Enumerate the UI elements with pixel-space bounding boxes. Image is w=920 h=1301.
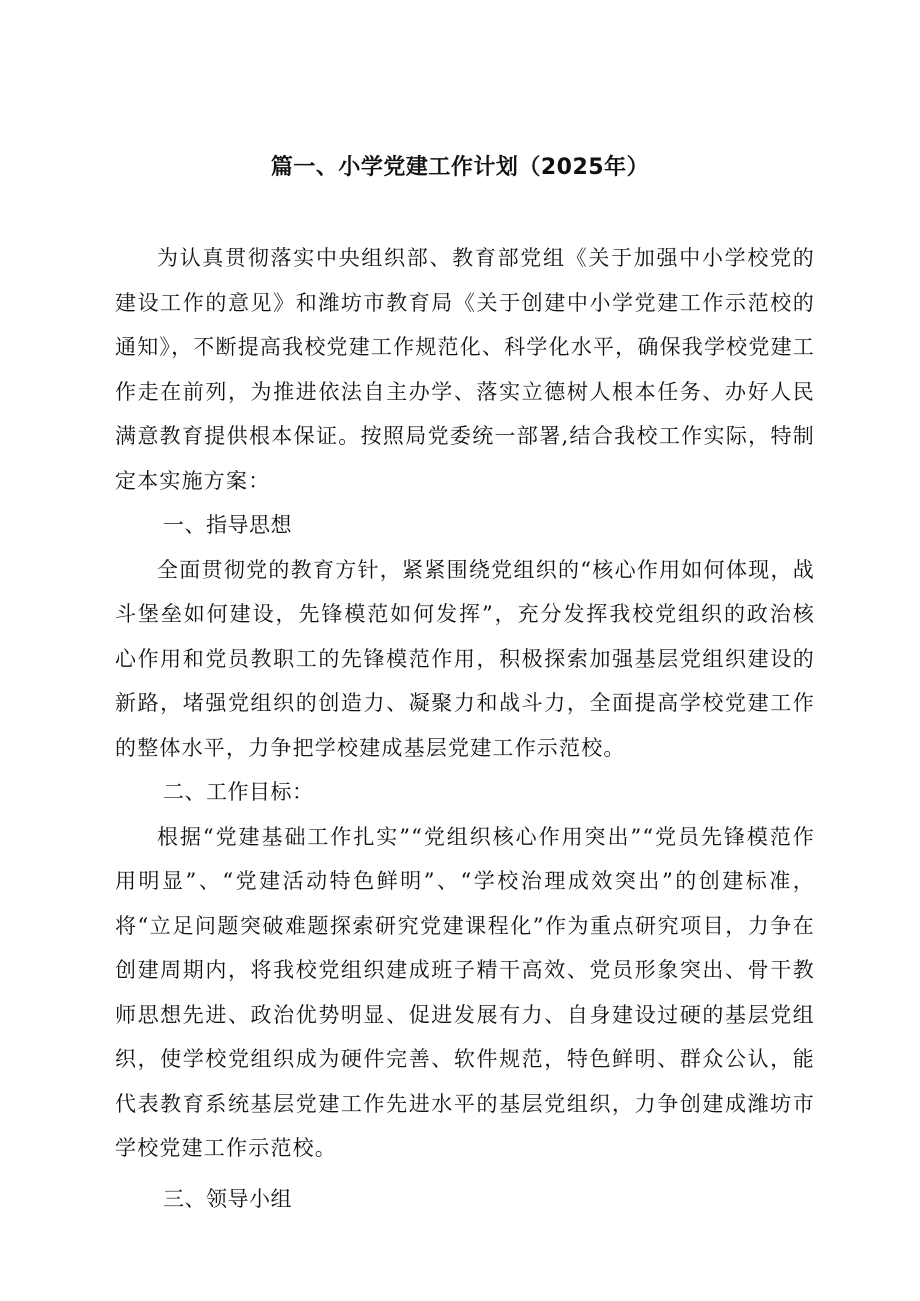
- intro-paragraph: 为认真贯彻落实中央组织部、教育部党组《关于加强中小学校党的建设工作的意见》和潍坊市教育局《关于创建中小学党建工作示范校的通知》，不断提高我校党建工作规范化、科学化水平，确保我学校党建工作走在前列，为推进依法自主办学、落实立德树人根本任务、办好人民满意教育提供根本保证。按照局党委统一部署,结合我校工作实际，特制定本实施方案：: [115, 246, 815, 493]
- guiding-ideology-paragraph: 全面贯彻党的教育方针，紧紧围绕党组织的“核心作用如何体现，战斗堡垒如何建设，先锋模范如何发挥”，充分发挥我校党组织的政治核心作用和党员教职工的先锋模范作用，积极探索加强基层党组织建设的新路，堵强党组织的创造力、凝聚力和战斗力，全面提高学校党建工作的整体水平，力争把学校建成基层党建工作示范校。: [115, 557, 815, 760]
- section-heading-work-goals: 二、工作目标：: [163, 780, 314, 804]
- section-heading-guiding-ideology: 一、指导思想: [163, 513, 292, 537]
- document-body: [115, 236, 815, 1221]
- section-heading-leadership-group: 三、领导小组: [163, 1186, 292, 1211]
- work-goals-paragraph: 根据“党建基础工作扎实”“党组织核心作用突出”“党员先锋模范作用明显”、“党建活动特色鲜明”、“学校治理成效突出”的创建标准，将“立足问题突破难题探索研究党建课程化”作为重点研究项目，力争在创建周期内，将我校党组织建成班子精干高效、党员形象突出、骨干教师思想先进、政治优势明显、促进发展有力、自身建设过硬的基层党组织，使学校党组织成为硬件完善、软件规范，特色鲜明、群众公认，能代表教育系统基层党建工作先进水平的基层党组织，力争创建成潍坊市学校党建工作示范校。: [115, 824, 815, 1160]
- document-title: 篇一、小学党建工作计划（2025年）: [270, 155, 650, 180]
